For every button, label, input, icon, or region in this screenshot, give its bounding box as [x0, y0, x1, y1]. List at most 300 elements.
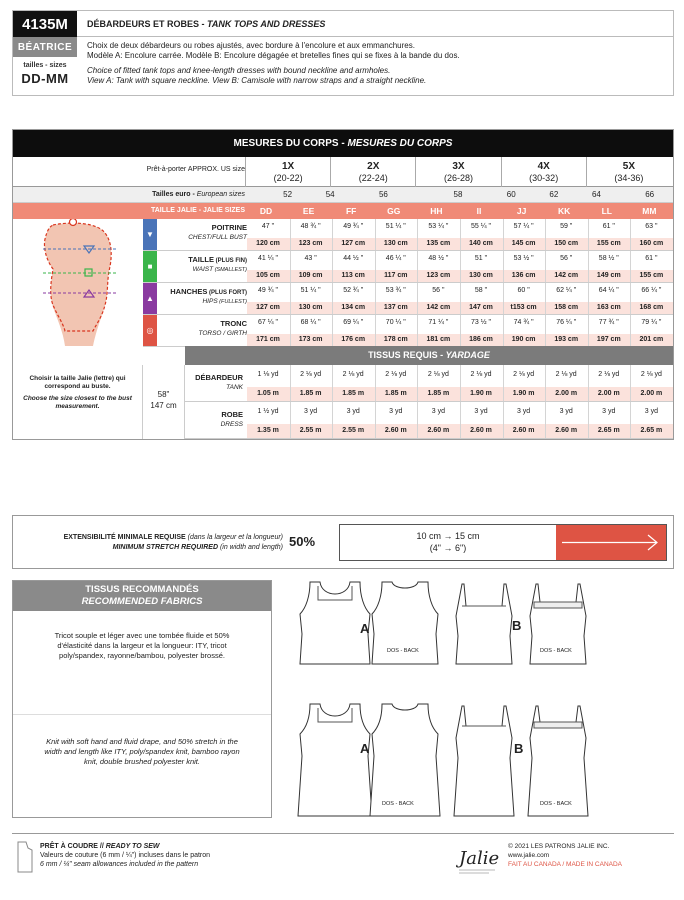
column-divider [375, 219, 376, 250]
measurement-cm: 171 cm [256, 336, 280, 343]
rtw-size-code: 3X [452, 161, 465, 172]
yardage-yards: 2 ⅛ yd [513, 371, 535, 378]
pattern-code: 4135M [13, 11, 77, 37]
measurement-cm: 137 cm [383, 304, 408, 311]
column-divider [588, 315, 589, 346]
yardage-meters: 1.85 m [427, 390, 450, 397]
measurement-cm: 130 cm [469, 272, 493, 279]
measurement-label [159, 287, 247, 305]
measurement-name-fr: POITRINE [211, 223, 247, 232]
yardage-yards: 3 yd [602, 408, 616, 415]
yardage-yards: 3 yd [389, 408, 403, 415]
measurement-inches: 53 ¼ " [428, 223, 449, 230]
fabrics-title-fr: TISSUS RECOMMANDÉS [85, 584, 199, 595]
sizes-label: tailles - sizes [23, 62, 67, 69]
measurement-cm: 186 cm [469, 336, 493, 343]
desc-en-1: Choice of fitted tank tops and knee-length dresses with bound neckline and armholes. [87, 66, 391, 75]
jalie-size-value: EE [302, 206, 315, 216]
euro-size-value: 62 [549, 190, 559, 199]
euro-size-value: 64 [591, 190, 601, 199]
measurement-qualifier-en: (SMALLEST) [213, 267, 247, 273]
measurement-cm: t153 cm [510, 304, 537, 311]
yardage-meters: 2.65 m [640, 427, 663, 434]
measurement-cm: 168 cm [639, 304, 664, 311]
measurement-inches: 48 ¾ " [300, 223, 321, 230]
measurement-inches: 71 ¼ " [428, 319, 449, 326]
measurement-label [159, 319, 247, 337]
measurement-inches: 73 ½ " [471, 319, 491, 326]
measurement-name-en: WAIST [192, 266, 214, 273]
desc-en-2: View A: Tank with square neckline. View B: Camisole with narrow straps and a straight neckline. [87, 76, 427, 85]
measurement-label-en [159, 234, 247, 241]
measurement-cm: 163 cm [596, 304, 621, 311]
column-divider [332, 365, 333, 401]
dress-a-back [370, 704, 440, 816]
rtw-size-row [13, 157, 673, 187]
measurement-inches: 48 ½ " [428, 255, 449, 262]
yardage-yards: 1 ⅛ yd [257, 371, 279, 378]
yardage-yards: 3 yd [516, 408, 531, 415]
jalie-size-value: MM [642, 206, 657, 216]
rtw-size-code: 4X [537, 161, 550, 172]
footer-company-info [508, 842, 622, 869]
column-divider [630, 365, 631, 401]
measurement-cm: 142 cm [554, 272, 579, 279]
column-divider [630, 219, 631, 250]
rtw-size-range: (20-22) [273, 173, 303, 183]
yardage-note-en: Choose the size closest to the bust measurement. [23, 395, 132, 410]
measurement-inches: 60 " [517, 287, 530, 294]
measurement-label-fr [159, 223, 247, 232]
column-divider [290, 219, 291, 250]
measurement-label-en [159, 298, 247, 305]
column-divider [545, 365, 546, 401]
yardage-title-fr: TISSUS REQUIS - [368, 350, 446, 360]
arrow-right-icon [556, 525, 666, 560]
yardage-label [185, 410, 243, 428]
measurement-inches: 58 ½ " [598, 255, 619, 262]
measurement-inches: 53 ½ " [513, 255, 534, 262]
measurement-cm: 117 cm [384, 272, 408, 279]
measurement-inches: 56 " [432, 287, 445, 294]
yardage-title [185, 346, 673, 365]
yardage-yards: 3 yd [559, 408, 573, 415]
measurement-inches: 51 ¼ " [300, 287, 321, 294]
measurement-cm: 155 cm [639, 272, 664, 279]
desc-fr-2: Modèle A: Encolure carrée. Modèle B: Encolure dégagée et bretelles fines qui se fixes à la bande du dos. [87, 51, 460, 60]
stretch-label [23, 533, 283, 553]
yardage-meters: 1.05 m [257, 390, 279, 397]
column-divider [290, 251, 291, 282]
column-divider [503, 402, 504, 438]
yardage-name-fr: ROBE [221, 410, 243, 419]
garment-drawings [290, 576, 610, 821]
view-b-label-bottom: B [514, 741, 524, 756]
measurement-cm: 127 cm [341, 240, 366, 247]
measurement-inches: 61 " [645, 255, 658, 262]
jalie-size-row [13, 203, 673, 219]
measurement-inches: 56 " [560, 255, 573, 262]
column-divider [545, 283, 546, 314]
column-divider [417, 219, 418, 250]
seam-allowance-en: 6 mm / ¼" seam allowances included in the pattern [40, 861, 199, 868]
measurement-label [159, 255, 247, 273]
title-fr: DÉBARDEURS ET ROBES - [87, 19, 208, 29]
column-divider [460, 402, 461, 438]
yardage-meters: 2.60 m [470, 427, 492, 434]
measurement-label-en [159, 266, 247, 273]
measurement-row [143, 251, 673, 283]
title-en: TANK TOPS AND DRESSES [207, 19, 326, 29]
measurement-qualifier-fr: (PLUS FORT) [207, 290, 247, 296]
measurement-inches: 77 ¾ " [598, 319, 619, 326]
stretch-gauge [339, 524, 667, 561]
euro-size-value: 66 [645, 190, 655, 199]
yardage-meters: 2.00 m [555, 390, 578, 397]
measurement-inches: 41 ¼ " [258, 255, 278, 262]
measurement-inches: 53 ¾ " [385, 287, 406, 294]
measurement-name-en: HIPS [202, 298, 218, 305]
measurement-inches: 59 " [560, 223, 573, 230]
measurement-cm: 160 cm [639, 240, 664, 247]
measurement-inches: 58 " [474, 287, 488, 294]
column-divider [332, 219, 333, 250]
column-divider [460, 283, 461, 314]
triangle-up-icon: ▲ [143, 283, 157, 314]
view-a-label-top: A [360, 621, 370, 636]
column-divider [332, 315, 333, 346]
column-divider [460, 251, 461, 282]
stretch-requirement [12, 515, 674, 569]
column-divider [417, 283, 418, 314]
measurement-cm: 120 cm [256, 240, 280, 247]
measurement-row [143, 315, 673, 347]
measurement-inches: 76 ¼ " [556, 319, 577, 326]
yardage-meters: 2.60 m [512, 427, 535, 434]
measurement-inches: 51 ¼ " [385, 223, 406, 230]
measurement-inches: 66 ¼ " [641, 287, 662, 294]
rtw-size-code: 2X [367, 161, 380, 172]
fabrics-text-fr: Tricot souple et léger avec une tombée fluide et 50% d'élasticité dans la largeur et la longueur: ITY, tricot poly/spandex, rayonne/bambou, polyester brossé. [13, 611, 271, 715]
euro-label-fr: Tailles euro - [152, 191, 197, 198]
back-label-tank-a: DOS - BACK [387, 648, 419, 654]
dress-a-front [298, 704, 372, 816]
stretch-measure-cm: 10 cm → 15 cm [416, 531, 480, 541]
yardage-name-en: TANK [226, 384, 243, 391]
column-divider [417, 315, 418, 346]
column-divider [545, 315, 546, 346]
column-divider [588, 402, 589, 438]
column-divider [630, 315, 631, 346]
recommended-fabrics [12, 580, 272, 818]
yardage-yards: 2 ⅛ yd [427, 371, 449, 378]
stretch-label-en-small: (in width and length) [218, 544, 283, 551]
rtw-size-cell [245, 157, 330, 187]
rtw-size-cell [586, 157, 671, 187]
euro-size-value: 54 [325, 190, 335, 199]
measurement-inches: 49 ¾ " [258, 287, 278, 294]
measurement-inches: 67 ¼ " [258, 319, 278, 326]
pattern-description [87, 41, 665, 86]
measurement-cm: 130 cm [383, 240, 408, 247]
measurement-cm: 201 cm [639, 336, 664, 343]
back-label-cami-b: DOS - BACK [540, 648, 572, 654]
euro-size-value: 60 [506, 190, 516, 199]
measurement-cm: 130 cm [298, 304, 323, 311]
column-divider [332, 283, 333, 314]
yardage-note-fr: Choisir la taille Jalie (lettre) qui correspond au buste. [29, 375, 126, 390]
measurement-inches: 46 ¼ " [385, 255, 406, 262]
view-b-label-top: B [512, 618, 522, 633]
measurement-name-en: TORSO / GIRTH [198, 330, 247, 337]
yardage-meters: 1.35 m [257, 427, 279, 434]
euro-label-en: European sizes [196, 191, 245, 198]
column-divider [417, 365, 418, 401]
yardage-yards: 2 ⅛ yd [598, 371, 620, 378]
header-left-block [13, 11, 77, 95]
euro-size-label [13, 191, 245, 198]
jalie-size-value: LL [601, 206, 612, 216]
measurement-cm: 176 cm [341, 336, 366, 343]
ready-to-sew-fr: PRÊT À COUDRE // [40, 843, 106, 850]
euro-size-value: 56 [378, 190, 388, 199]
stretch-label-fr-small: (dans la largeur et la longueur) [185, 534, 283, 541]
stretch-measures [340, 530, 556, 554]
rtw-size-cell [415, 157, 500, 187]
yardage-meters: 2.55 m [299, 427, 322, 434]
measurement-label-fr [159, 287, 247, 296]
measurement-cm: 155 cm [596, 240, 621, 247]
column-divider [588, 365, 589, 401]
yardage-yards: 2 ⅛ yd [300, 371, 322, 378]
jalie-size-label: TAILLE JALIE - JALIE SIZES [151, 207, 245, 214]
measurement-inches: 61 " [602, 223, 615, 230]
measurement-inches: 55 ¼ " [471, 223, 491, 230]
euro-size-value: 52 [283, 190, 293, 199]
yardage-yards: 2 ⅛ yd [555, 371, 577, 378]
column-divider [545, 402, 546, 438]
measurement-qualifier-fr: (PLUS FIN) [214, 258, 247, 264]
measurement-cm: 142 cm [426, 304, 451, 311]
footer-sewing-info [40, 842, 210, 869]
rtw-size-code: 5X [622, 161, 635, 172]
yardage-title-en: YARDAGE [445, 350, 490, 360]
jalie-size-value: KK [558, 206, 571, 216]
fabric-width-in: 58" [157, 390, 170, 399]
cami-b-front [456, 584, 512, 664]
measurement-cm: 113 cm [341, 272, 365, 279]
jalie-logo-text: Jalie [459, 848, 499, 869]
jalie-size-value: JJ [516, 206, 527, 216]
measurement-cm: 123 cm [298, 240, 323, 247]
rtw-size-range: (34-36) [614, 173, 644, 183]
measurement-cm: 134 cm [341, 304, 366, 311]
measurement-cm: 109 cm [298, 272, 323, 279]
column-divider [588, 283, 589, 314]
body-measurements-title [13, 130, 673, 157]
fabric-width [143, 365, 185, 439]
rtw-size-cell [330, 157, 415, 187]
measurement-cm: 178 cm [383, 336, 408, 343]
yardage-name-en: DRESS [220, 421, 243, 428]
measurement-cm: 140 cm [469, 240, 493, 247]
ready-to-sew-en: READY TO SEW [105, 843, 160, 850]
column-divider [460, 365, 461, 401]
measurement-cm: 136 cm [511, 272, 536, 279]
pattern-name: BÉATRICE [13, 37, 77, 57]
sizes-value: DD-MM [21, 71, 69, 86]
column-divider [375, 315, 376, 346]
measurement-label-en [159, 330, 247, 337]
yardage-meters: 1.90 m [470, 390, 492, 397]
measurement-cm: 190 cm [511, 336, 536, 343]
measurement-cm: 158 cm [554, 304, 579, 311]
measurement-inches: 62 ¼ " [556, 287, 577, 294]
measurement-label-fr [159, 319, 247, 328]
yardage-meters: 2.65 m [597, 427, 620, 434]
back-label-dress-b: DOS - BACK [540, 801, 572, 807]
body-figure-illustration [13, 219, 143, 346]
dress-b-front [454, 706, 514, 816]
stretch-label-fr: EXTENSIBILITÉ MINIMALE REQUISE [63, 534, 186, 541]
column-divider [545, 219, 546, 250]
measurement-inches: 47 " [261, 223, 275, 230]
rtw-size-cell [501, 157, 586, 187]
measurement-cm: 147 cm [469, 304, 493, 311]
measurement-inches: 64 ¼ " [598, 287, 619, 294]
stretch-label-en: MINIMUM STRETCH REQUIRED [112, 544, 219, 551]
measurement-name-fr: TAILLE [188, 255, 214, 264]
measurement-row [143, 283, 673, 315]
column-divider [503, 283, 504, 314]
square-icon: ■ [143, 251, 157, 282]
column-divider [290, 365, 291, 401]
yardage-meters: 1.85 m [342, 390, 365, 397]
fabric-width-cm: 147 cm [150, 401, 177, 410]
column-divider [290, 283, 291, 314]
jalie-size-value: HH [430, 206, 443, 216]
column-divider [460, 219, 461, 250]
yardage-meters: 2.55 m [342, 427, 365, 434]
column-divider [375, 251, 376, 282]
column-divider [375, 283, 376, 314]
yardage-note [13, 365, 143, 439]
garment-illustrations [290, 576, 610, 821]
measurement-row [143, 219, 673, 251]
yardage-yards: 2 ⅛ yd [385, 371, 407, 378]
yardage-meters: 2.00 m [640, 390, 663, 397]
measurement-inches: 51 " [474, 255, 488, 262]
rtw-size-range: (22-24) [358, 173, 388, 183]
yardage-meters: 2.60 m [384, 427, 407, 434]
desc-fr-1: Choix de deux débardeurs ou robes ajustés, avec bordure à l'encolure et aux emmanchures. [87, 41, 415, 50]
yardage-meters: 2.60 m [555, 427, 578, 434]
column-divider [290, 315, 291, 346]
yardage-yards: 2 ⅛ yd [342, 371, 364, 378]
measurement-cm: 173 cm [298, 336, 323, 343]
measurement-cm: 193 cm [554, 336, 579, 343]
column-divider [332, 251, 333, 282]
jalie-size-value: FF [345, 206, 357, 216]
measurement-cm: 197 cm [596, 336, 621, 343]
measurement-inches: 70 ¼ " [385, 319, 406, 326]
jalie-logo [455, 840, 499, 878]
measurement-inches: 44 ½ " [343, 255, 364, 262]
pattern-title [77, 11, 673, 37]
rtw-size-range: (30-32) [529, 173, 559, 183]
copyright: © 2021 LES PATRONS JALIE INC. [508, 843, 610, 850]
column-divider [630, 283, 631, 314]
measurement-inches: 69 ¼ " [343, 319, 364, 326]
body-measurements-title-fr: MESURES DU CORPS - [233, 138, 348, 149]
yardage-yards: 3 yd [474, 408, 488, 415]
measurement-inches: 49 ¾ " [343, 223, 364, 230]
measurement-cm: 105 cm [256, 272, 280, 279]
measurement-cm: 123 cm [426, 272, 451, 279]
yardage-yards: 2 ⅛ yd [640, 371, 662, 378]
measurement-inches: 43 " [304, 255, 317, 262]
column-divider [417, 251, 418, 282]
jalie-size-value: DD [259, 206, 273, 216]
measurement-label [159, 223, 247, 241]
fabrics-text-en: Knit with soft hand and fluid drape, and 50% stretch in the width and length like ITY, poly/spandex knit, bamboo rayon knit, double brushed polyester knit. [44, 737, 240, 766]
column-divider [545, 251, 546, 282]
yardage-yards: 3 yd [431, 408, 445, 415]
column-divider [630, 402, 631, 438]
footer-divider [12, 833, 674, 834]
column-divider [290, 402, 291, 438]
pattern-header [12, 10, 674, 96]
measurement-qualifier-en: (FULLEST) [217, 299, 247, 305]
yardage-yards: 1 ½ yd [257, 408, 279, 415]
column-divider [375, 402, 376, 438]
measurement-name-en: CHEST/FULL BUST [188, 234, 247, 241]
yardage-label [185, 373, 243, 391]
measurement-cm: 181 cm [426, 336, 451, 343]
seam-allowance-fr: Valeurs de couture (6 mm / ¼") incluses dans le patron [40, 852, 211, 859]
yardage-yards: 2 ⅛ yd [470, 371, 492, 378]
measurement-inches: 68 ¼ " [300, 319, 321, 326]
triangle-down-icon: ▼ [143, 219, 157, 250]
measurement-cm: 150 cm [554, 240, 579, 247]
column-divider [588, 251, 589, 282]
size-chart [12, 129, 674, 440]
rtw-size-range: (26-28) [443, 173, 473, 183]
measurement-cm: 135 cm [426, 240, 451, 247]
measurement-cm: 145 cm [511, 240, 536, 247]
back-label-dress-a: DOS - BACK [382, 801, 414, 807]
recommended-fabrics-title [13, 581, 271, 611]
stretch-measure-in: (4" → 6") [429, 543, 467, 553]
measurement-name-fr: HANCHES [170, 287, 208, 296]
yardage-row [185, 365, 673, 402]
column-divider [503, 315, 504, 346]
column-divider [503, 219, 504, 250]
column-divider [332, 402, 333, 438]
pattern-piece-icon [14, 840, 36, 874]
jalie-size-value: GG [387, 206, 401, 216]
yardage-meters: 1.85 m [299, 390, 322, 397]
column-divider [375, 365, 376, 401]
measurement-label-fr [159, 255, 247, 264]
yardage-yards: 3 yd [644, 408, 658, 415]
measurement-name-fr: TRONC [220, 319, 247, 328]
website-link[interactable]: www.jalie.com [508, 852, 550, 859]
column-divider [588, 219, 589, 250]
yardage-yards: 3 yd [303, 408, 318, 415]
fabrics-title-en: RECOMMENDED FABRICS [81, 596, 203, 607]
yardage-meters: 2.60 m [427, 427, 450, 434]
